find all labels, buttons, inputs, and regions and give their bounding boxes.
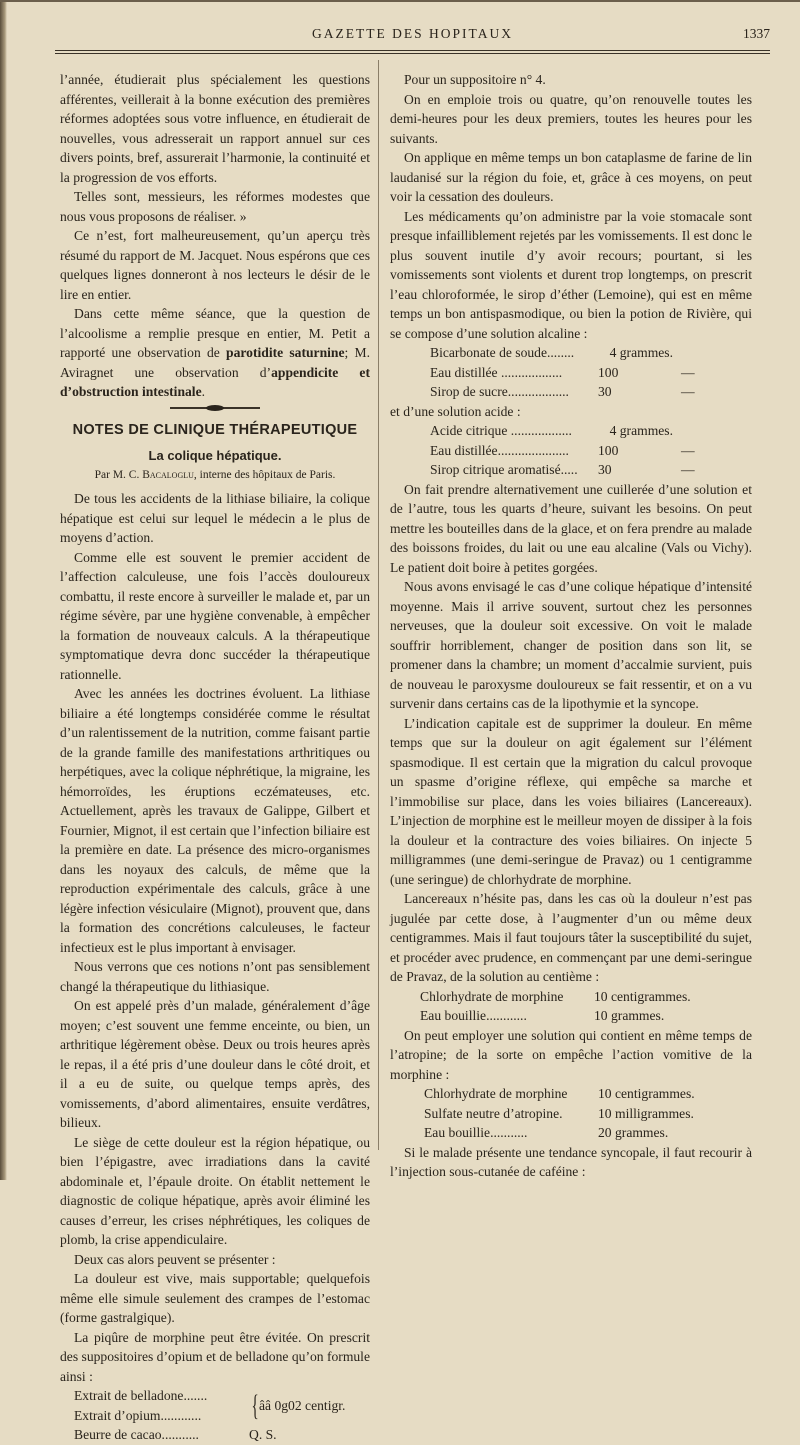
rx-amount: 10 milligrammes. — [598, 1105, 694, 1121]
text-run: Dans cette même séance, que la question de l’alcoolisme a remplie presque en entier, M. Petit a rapporté une observation de — [60, 306, 370, 360]
author-name: Bacaloglu — [142, 468, 194, 481]
byline-prefix: Par M. C. — [94, 468, 140, 481]
journal-title: GAZETTE DES HOPITAUX — [312, 26, 513, 41]
rx-amount: 30 — [598, 384, 612, 399]
byline-affiliation: , interne des hôpitaux de Paris. — [193, 468, 336, 481]
text-run: . — [201, 384, 206, 399]
rx-item: Eau bouillie............ — [420, 1008, 527, 1023]
rx-unit: — — [681, 384, 695, 399]
paragraph: On applique en même temps un bon cataplasme de farine de lin laudanisé sur la région du foie, et, grâce à ces moyens, on peut voir la cessation des douleurs. — [390, 150, 752, 204]
rx-amount: 4 grammes. — [609, 423, 673, 438]
rx-line — [390, 441, 752, 461]
text-run-bold: appendicite et d’obstruction intestinale — [60, 364, 370, 399]
rx-line — [390, 363, 752, 383]
paragraph: Si le malade présente une tendance syncopale, il faut recourir à l’injection sous-cutanée de caféine : — [390, 1144, 752, 1179]
rx-amount: 10 grammes. — [594, 1008, 665, 1023]
prescription-morphine — [390, 987, 752, 1026]
prescription-alkaline — [390, 343, 752, 402]
paragraph: L’indication capitale est de supprimer la douleur. En même temps que sur la douleur on agit également sur l’élément spasmodique. Il est certain que la migration du calcul provoque un spasme d’origine réflexe, qui empêche sa marche et l’immobilise sur place, dans les voies biliaires (Lancereaux). L’injection de morphine est le meilleur moyen de dissiper à la fois la douleur et la contracture des voies biliaires. On injecte 5 milligrammes (une demi-seringue de Pravaz) ou 1 centigramme (une seringue) de chlorhydrate de morphine. — [390, 715, 752, 887]
prescription-morphine-atropine — [390, 1084, 752, 1143]
left-column — [60, 70, 370, 1445]
rx-line — [390, 382, 752, 402]
rx-line — [390, 1084, 752, 1104]
brace-glyph: { — [251, 1388, 259, 1422]
paragraph — [60, 304, 370, 402]
paragraph: Pour un suppositoire n° 4. — [404, 72, 546, 87]
paragraph: Le siège de cette douleur est la région hépatique, ou bien l’épigastre, avec irradiations dans la cavité abdominale et, l’épaule droite. On établit nettement le diagnostic de colique hépatique, après avoir éliminé les causes d’erreur, les crises néphrétiques, les coliques de plomb, la crise appendiculaire. — [60, 1134, 370, 1247]
running-header — [55, 26, 770, 46]
rx-line — [390, 421, 752, 441]
paragraph: Telles sont, messieurs, les réformes modestes que nous vous proposons de réaliser. » — [60, 189, 370, 224]
paragraph: On est appelé près d’un malade, généralement d’âge moyen; c’est souvent une femme enceinte, ou bien, un arthritique légèrement obèse. Deux ou trois heures après le repas, il a été pris d’une douleur dans le côté droit, et il a eu de suite, ou quelque temps après, des vomissements, d’abord alimentaires, ensuite verdâtres, bilieux. — [60, 998, 370, 1130]
rx-amount: 20 grammes. — [598, 1125, 669, 1140]
rx-item: Bicarbonate de soude........ — [430, 345, 575, 360]
paragraph: On fait prendre alternativement une cuillerée d’une solution et de l’autre, tous les quarts d’heure, suivant les besoins. On peut mettre les bouteilles dans de la glace, et on fera prendre au malade des boissons froides, du lait ou une eau alcaline (Vals ou Vichy). Le patient doit boire à petites gorgées. — [390, 481, 752, 575]
rx-item: Sirop citrique aromatisé..... — [430, 462, 578, 477]
rx-amount: 10 centigrammes. — [598, 1086, 695, 1101]
paragraph: Comme elle est souvent le premier accident de l’affection calculeuse, une fois l’accès douloureux combattu, il reste encore à surveiller le malade et, par un régime sévère, par une hygiène convenable, à empêcher la formation de nouveaux calculs. A la thérapeutique symptomatique devra donc succéder la thérapeutique rationnelle. — [60, 549, 370, 682]
rx-amount: 100 — [598, 442, 619, 458]
section-title: NOTES DE CLINIQUE THÉRAPEUTIQUE — [72, 421, 358, 438]
rx-unit: — — [681, 462, 695, 477]
paragraph: On peut employer une solution qui contient en même temps de l’atropine; de la sorte on empêche l’action vomitive de la morphine : — [390, 1027, 752, 1082]
rx-item: Eau bouillie........... — [424, 1125, 528, 1140]
column-divider — [378, 60, 379, 1150]
rx-item: Chlorhydrate de morphine — [424, 1086, 568, 1101]
paragraph: Avec les années les doctrines évoluent. La lithiase biliaire a été longtemps considérée comme le résultat d’un ralentissement de la nutrition, comme faisant partie de la grande famille des manifestations arthritiques ou herpétiques, avec la colique néphrétique, la migraine, les hémorroïdes, les éruptions eczémateuses, etc. Actuellement, après les travaux de Galippe, Gilbert et Fournier, Mignot, il est certain que l’infection biliaire est la première en date. La présence des micro-organismes dans les noyaux des calculs, de même que la reproduction expérimentale des calculs, grâce à une légère infection vésiculaire (Mignot), prouvent que, dans la formation des concrétions calculeuses, le facteur infectieux est le plus important à envisager. — [60, 686, 370, 955]
page-edge — [0, 0, 7, 1180]
rx-unit: — — [681, 364, 695, 380]
rx-unit — [681, 421, 699, 441]
paragraph: et d’une solution acide : — [390, 403, 521, 419]
paragraph: Nous avons envisagé le cas d’une colique hépatique d’intensité moyenne. Mais il arrive souvent, surtout chez les personnes nerveuses, que la douleur soit excessive. On voit le malade souffrir horriblement, changer de position dans son lit, se promener dans la chambre; un moment d’accalmie survient, puis de nouveau le paroxysme douloureux se fait ressentir, et on a vu survenir dans certains cas de la lipothymie et la syncope. — [390, 579, 752, 711]
page-number: 1337 — [743, 26, 770, 41]
rx-line — [390, 460, 752, 480]
paragraph: Nous verrons que ces notions n’ont pas sensiblement changé la thérapeutique du lithiasique. — [60, 959, 370, 994]
right-column — [390, 70, 752, 1182]
rx-line — [390, 1123, 752, 1143]
paragraph: l’année, étudierait plus spécialement les questions afférentes, veillerait à la bonne exécution des premières réformes adoptées sous votre influence, en étudierait de nouvelles, vous adresserait un rapport annuel sur ces divers points, bref, assurerait l’harmonie, la continuité et la progression de vos efforts. — [60, 72, 370, 185]
rx-dose: ââ 0g02 centigr. — [259, 1397, 346, 1413]
paragraph: Les médicaments qu’on administre par la voie stomacale sont presque infailliblement rejetés par les vomissements. Il est donc le plus souvent inutile d’y avoir recours; pourtant, si les vomissements sont violents et durent trop longtemps, on prescrit l’eau chloroformée, le sirop d’éther (Lemoine), qui est en même temps un bon antispasmodique, ou bien la potion de Rivière, qui se compose d’une solution alcaline : — [390, 208, 752, 341]
top-border — [0, 0, 800, 2]
paragraph: La piqûre de morphine peut être évitée. On prescrit des suppositoires d’opium et de belladone qu’on formule ainsi : — [60, 1329, 370, 1384]
prescription-acid — [390, 421, 752, 480]
paragraph: Lancereaux n’hésite pas, dans les cas où la douleur n’est pas jugulée par cette dose, à l’augmenter d’un ou même deux centigrammes. Mais il faut toujours tâter la susceptibilité du sujet, et procéder avec prudence, en commençant par une demi-seringue de Pravaz, de la solution au centième : — [390, 891, 752, 984]
rx-item: Extrait d’opium............ — [74, 1407, 202, 1423]
rx-item: Chlorhydrate de morphine — [420, 988, 564, 1004]
paragraph: Ce n’est, fort malheureusement, qu’un aperçu très résumé du rapport de M. Jacquet. Nous espérons que ces quelques lignes donneront à nos lecteurs le désir de le lire en entier. — [60, 228, 370, 302]
rx-amount: 30 — [598, 462, 612, 477]
article-title: La colique hépatique. — [148, 448, 282, 463]
rx-item: Extrait de belladone....... — [74, 1388, 208, 1403]
paragraph: On en emploie trois ou quatre, qu’on renouvelle toutes les demi-heures pour les deux premiers, toutes les heures pour les suivants. — [390, 91, 752, 146]
prescription-line — [60, 1425, 370, 1445]
header-rule — [55, 50, 770, 51]
text-run-bold: parotidite saturnine — [226, 345, 345, 360]
rx-item: Sirop de sucre.................. — [430, 384, 569, 399]
rx-unit: — — [681, 442, 695, 458]
paragraph: De tous les accidents de la lithiase biliaire, la colique hépatique est celui sur lequel le médecin a le plus de moyens d’action. — [60, 491, 370, 545]
rx-amount: 4 grammes. — [609, 345, 673, 360]
rx-line — [390, 987, 752, 1007]
rx-dose: Q. S. — [249, 1427, 277, 1442]
rx-line — [390, 1006, 752, 1026]
byline — [60, 466, 370, 486]
paragraph: La douleur est vive, mais supportable; quelquefois même elle simule seulement des crampes de l’estomac (forme gastralgique). — [60, 1271, 370, 1325]
rx-item: Eau distillée..................... — [430, 442, 569, 458]
rx-line — [390, 1104, 752, 1124]
text-run: ; M. Aviragnet une observation d’ — [60, 345, 370, 380]
rx-item: Sulfate neutre d’atropine. — [424, 1105, 563, 1121]
rx-amount: 100 — [598, 364, 619, 380]
section-separator — [170, 407, 260, 409]
header-rule-2 — [55, 53, 770, 54]
rx-item: Beurre de cacao........... — [74, 1427, 199, 1442]
paragraph: Deux cas alors peuvent se présenter : — [74, 1251, 276, 1267]
rx-unit — [681, 343, 699, 363]
rx-amount: 10 centigrammes. — [594, 988, 691, 1004]
rx-item: Acide citrique .................. — [430, 423, 572, 438]
rx-item: Eau distillée .................. — [430, 364, 563, 380]
rx-line — [390, 343, 752, 363]
prescription-suppository — [60, 1386, 370, 1425]
